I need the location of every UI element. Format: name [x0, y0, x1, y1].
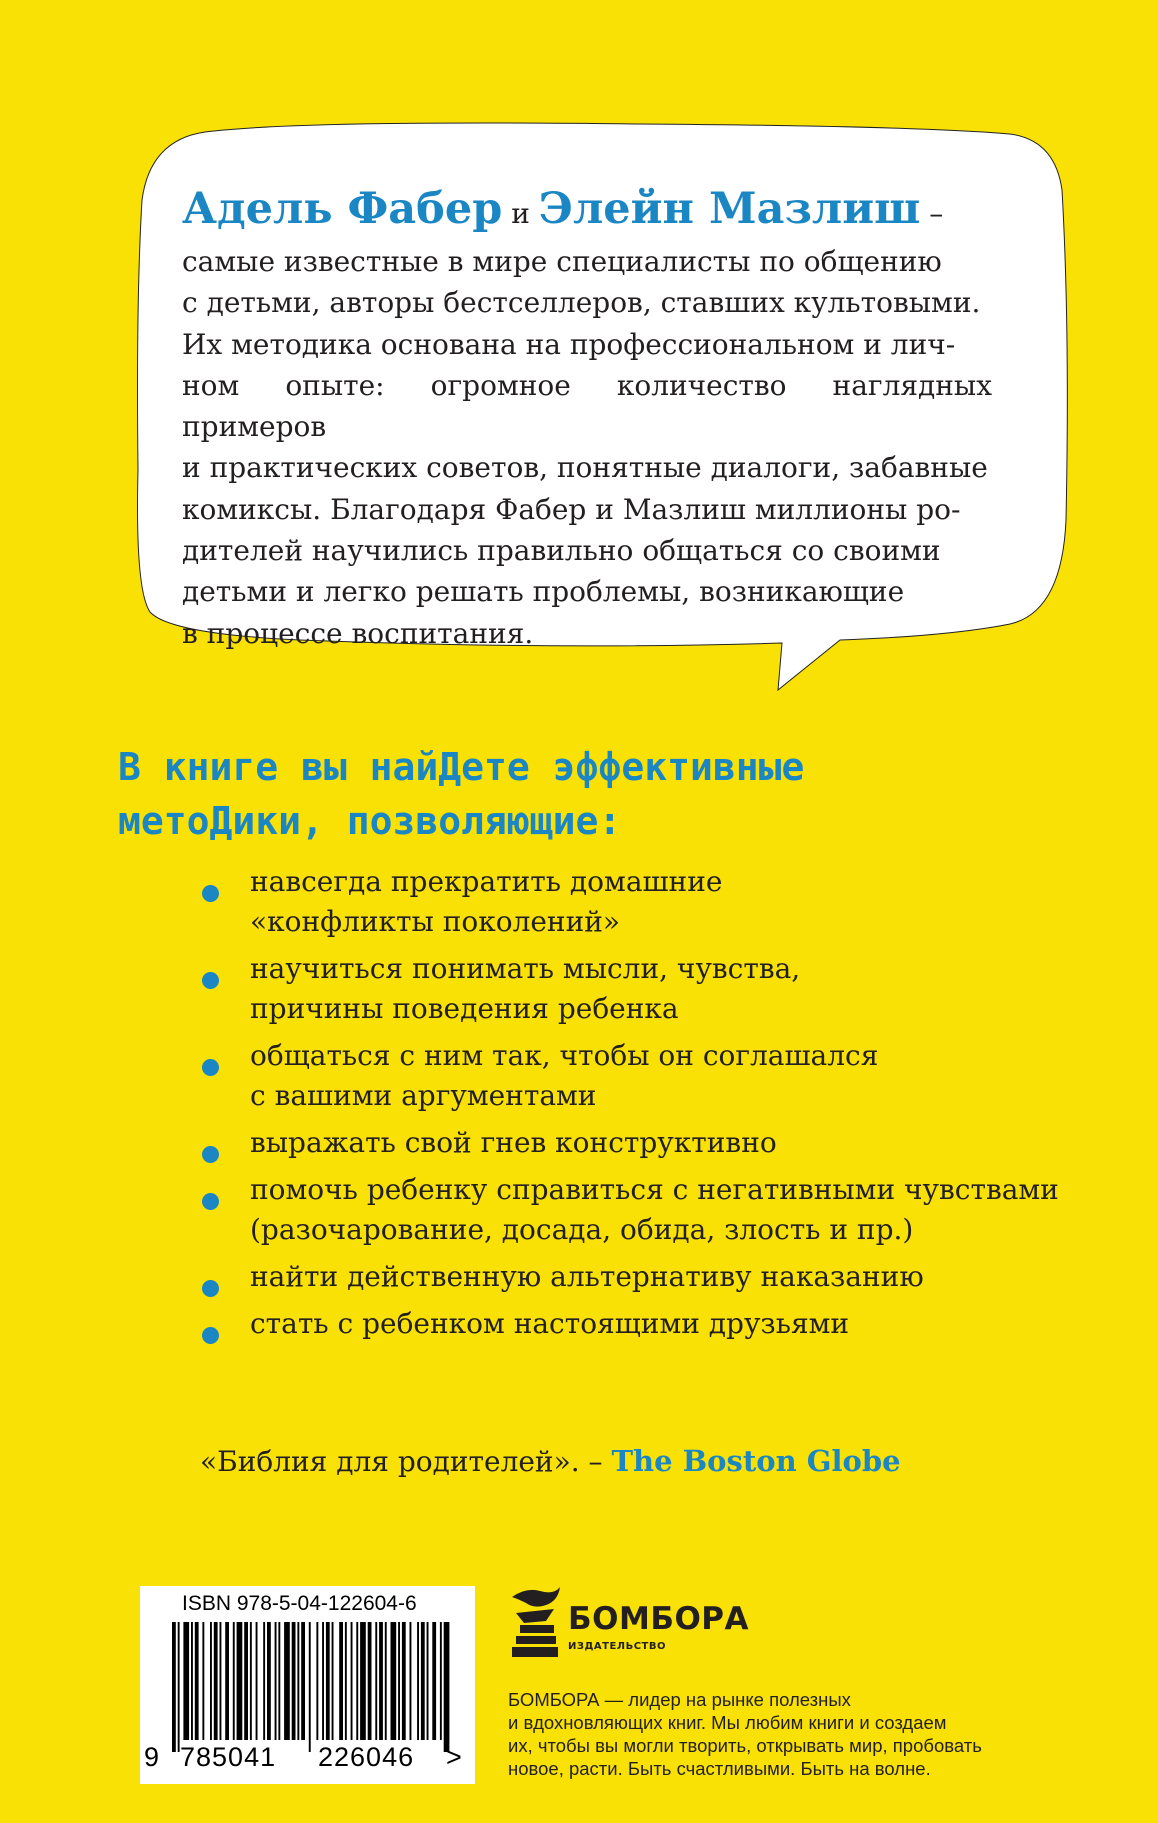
barcode-bar [356, 1622, 358, 1740]
barcode-bar [210, 1622, 212, 1740]
barcode-bar [237, 1622, 243, 1740]
barcode-bar [263, 1622, 265, 1740]
barcode-bar [183, 1622, 189, 1740]
barcode-bar [421, 1622, 425, 1740]
barcode-bar [178, 1622, 180, 1752]
bullet-icon [202, 1327, 219, 1344]
barcode-bar [398, 1622, 400, 1740]
barcode-bar [244, 1622, 248, 1740]
bubble-line: самые известные в мире специалисты по общению [182, 245, 942, 278]
barcode-digits-left: 785041 [180, 1742, 277, 1772]
barcode-bar [322, 1622, 324, 1740]
bullet-icon [202, 885, 219, 902]
author-name-1: Адель Фабер [182, 184, 503, 234]
barcode-bar [417, 1622, 419, 1740]
list-item: научиться понимать мысли, чувства, причины поведения ребенка [200, 949, 1100, 1029]
bombora-logo-icon [506, 1583, 568, 1665]
barcode-bar [391, 1622, 397, 1740]
barcode-bar [233, 1622, 235, 1740]
barcode-bar [191, 1622, 193, 1740]
barcode-icon [158, 1622, 458, 1752]
barcode-digits-right: 226046 [318, 1742, 415, 1772]
barcode-bar [427, 1622, 429, 1740]
publisher-subtitle: ИЗДАТЕЛЬСТВО [568, 1641, 666, 1652]
bullet-icon [202, 1193, 219, 1210]
barcode-bar [440, 1622, 442, 1740]
barcode-bar [284, 1622, 290, 1740]
publisher-desc-line: и вдохновляющих книг. Мы любим книги и создаем [508, 1712, 947, 1733]
barcode-bar [202, 1622, 204, 1740]
barcode-bar [326, 1622, 330, 1740]
barcode-bar [368, 1622, 372, 1740]
bubble-line: детьми и легко решать проблемы, возникающие [182, 575, 905, 609]
benefits-list [200, 862, 1100, 1351]
barcode-bar [339, 1622, 343, 1740]
barcode-bar [444, 1622, 450, 1752]
barcode-bar [297, 1622, 299, 1740]
barcode-panel [140, 1586, 475, 1784]
barcode-bar [375, 1622, 377, 1740]
bullet-icon [202, 1059, 219, 1076]
barcode-bar [345, 1622, 347, 1740]
bubble-line: комиксы. Благодаря Фабер и Мазлиш миллионы ро- [182, 492, 961, 526]
barcode-bar [250, 1622, 252, 1740]
section-headline [118, 740, 1018, 848]
publisher-desc-line: новое, расти. Быть счастливыми. Быть на волне. [508, 1758, 931, 1779]
isbn-label: ISBN 978-5-04-122604-6 [182, 1592, 417, 1615]
list-item: стать с ребенком настоящими друзьями [200, 1304, 1100, 1344]
barcode-bar [402, 1622, 406, 1740]
barcode-bar [309, 1622, 311, 1752]
barcode-bar [195, 1622, 199, 1740]
list-item: навсегда прекратить домашние «конфликты поколений» [200, 862, 1100, 942]
barcode-bar [275, 1622, 277, 1740]
barcode-bar [278, 1622, 280, 1740]
barcode-bar [360, 1622, 366, 1740]
list-item: общаться с ним так, чтобы он соглашался с вашими аргументами [200, 1036, 1100, 1116]
barcode-bar [316, 1622, 318, 1740]
author-name-2: Элейн Мазлиш [538, 184, 921, 234]
headline-line-2: метоДики, позволяющие: [118, 799, 622, 843]
barcode-bar [292, 1622, 296, 1740]
publisher-description [508, 1688, 1028, 1780]
review-quote [200, 1444, 901, 1478]
barcode-bar [256, 1622, 258, 1740]
bubble-line: дителей научились правильно общаться со своими [182, 534, 941, 568]
barcode-bar [225, 1622, 229, 1740]
conjunction: и [511, 197, 530, 230]
publisher-desc-line: БОМБОРА — лидер на рынке полезных [508, 1689, 851, 1710]
list-item: найти действенную альтернативу наказанию [200, 1257, 1100, 1297]
bullet-icon [202, 972, 219, 989]
bubble-line: Их методика основана на профессиональном и лич- [182, 327, 956, 361]
barcode-bar [351, 1622, 353, 1740]
quote-source: The Boston Globe [611, 1444, 901, 1478]
barcode-bar [410, 1622, 412, 1740]
dash: – [929, 197, 944, 230]
barcode-bar [432, 1622, 436, 1740]
barcode-bar [385, 1622, 387, 1740]
barcode-digit-first: 9 [144, 1742, 161, 1772]
publisher-desc-line: их, чтобы вы могли творить, открывать мир, пробовать [508, 1735, 982, 1756]
bubble-text [182, 182, 992, 654]
barcode-bar [267, 1622, 271, 1740]
barcode-bar [379, 1622, 383, 1740]
bubble-line: с детьми, авторы бестселлеров, ставших культовыми. [182, 286, 981, 320]
bubble-line: ном опыте: огромное количество наглядных примеров [182, 368, 992, 444]
bubble-line: и практических советов, понятные диалоги, забавные [182, 451, 988, 485]
bubble-line: в процессе воспитания. [182, 616, 534, 650]
barcode-bar [301, 1622, 305, 1740]
barcode-arrow: > [446, 1742, 463, 1772]
list-item: выражать свой гнев конструктивно [200, 1123, 1100, 1163]
barcode-bar [332, 1622, 334, 1740]
headline-line-1: В книге вы найДете эффективные [118, 745, 805, 789]
barcode-bar [172, 1622, 176, 1752]
barcode-bar [214, 1622, 218, 1740]
publisher-name: БОМБОРА [568, 1601, 750, 1637]
list-item: помочь ребенку справиться с негативными чувствами (разочарование, досада, обида, злость и пр.) [200, 1170, 1100, 1250]
bullet-icon [202, 1280, 219, 1297]
barcode-bar [220, 1622, 222, 1740]
quote-text: «Библия для родителей». – [200, 1445, 603, 1478]
bullet-icon [202, 1146, 219, 1163]
